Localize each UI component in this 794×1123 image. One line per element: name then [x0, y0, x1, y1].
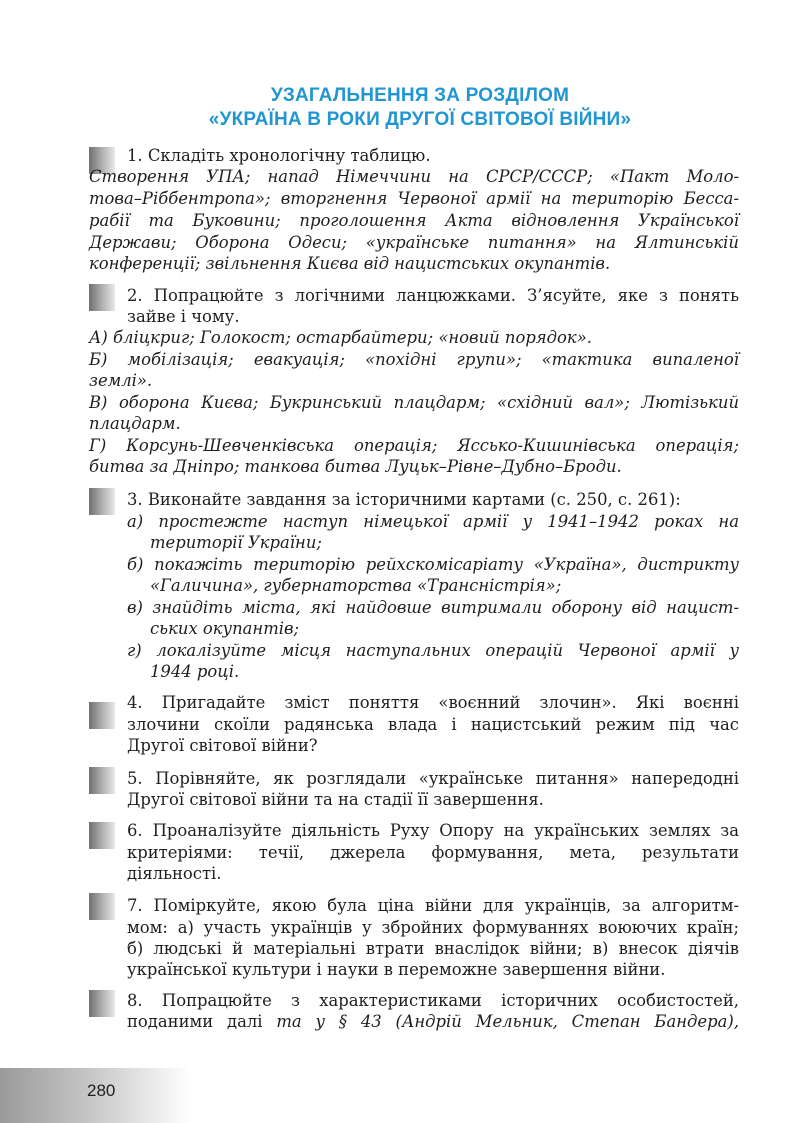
task-7-text-line: б) людські й матеріальні втрати внаслідок війни; в) внесок діячів	[127, 939, 739, 958]
task-8-text-normal: поданими далі	[127, 1012, 277, 1031]
task-3-item-line: б) покажіть територію рейхскомісаріату «Україна», дистрикту	[127, 555, 739, 574]
section-title-line-2: «УКРАЇНА В РОКИ ДРУГОЇ СВІТОВОЇ ВІЙНИ»	[208, 109, 632, 130]
task-marker-icon	[89, 702, 115, 729]
task-4-text-line: злочини скоїли радянська влада і нацистський режим під час	[127, 715, 739, 734]
section-title	[90, 84, 750, 132]
task-5-text-line: 5. Порівняйте, як розглядали «українське питання» напередодні	[127, 769, 739, 788]
task-marker-icon	[89, 822, 115, 849]
task-marker-icon	[89, 284, 115, 311]
task-3-item-line: 1944 році.	[150, 662, 240, 681]
task-marker-icon	[89, 488, 115, 515]
task-1-text-line: това–Ріббентропа»; вторгнення Червоної армії на територію Бесса-	[89, 189, 739, 208]
task-1-text-line: конференції; звільнення Києва від нацистських окупантів.	[89, 254, 611, 273]
task-1-heading: 1. Складіть хронологічну таблицю.	[127, 146, 431, 165]
task-3-item-line: а) простежте наступ німецької армії у 1941–1942 роках на	[127, 512, 739, 531]
task-8-text-line	[127, 1011, 739, 1032]
task-2-chain-line: Г) Корсунь-Шевченківська операція; Яссько-Кишинівська операція;	[89, 436, 739, 455]
task-marker-icon	[89, 893, 115, 920]
task-1-text-line: Держави; Оборона Одеси; «українське питання» на Ялтинській	[89, 233, 739, 252]
task-2-chain-line: Б) мобілізація; евакуація; «похідні групи»; «тактика випаленої	[89, 350, 739, 369]
task-3-item-line: території України;	[150, 533, 322, 552]
task-2-chain-line: землі».	[89, 371, 153, 390]
task-7-text-line: української культури і науки в переможне завершення війни.	[127, 960, 666, 979]
task-7-text-line: 7. Поміркуйте, якою була ціна війни для українців, за алгоритм-	[127, 896, 739, 915]
task-3-item-line: в) знайдіть міста, які найдовше витримали оборону від нацист-	[127, 598, 739, 617]
task-6-text-line: 6. Проаналізуйте діяльність Руху Опору на українських землях за	[127, 821, 739, 840]
task-3-item-line: ських окупантів;	[150, 619, 300, 638]
task-8-text-line: 8. Попрацюйте з характеристиками історичних особистостей,	[127, 991, 739, 1010]
task-2-chain-line: А) бліцкриг; Голокост; остарбайтери; «новий порядок».	[89, 328, 592, 347]
task-5-text-line: Другої світової війни та на стадії її завершення.	[127, 790, 544, 809]
task-marker-icon	[89, 990, 115, 1017]
page-number: 280	[87, 1081, 116, 1100]
task-3-item-line: «Галичина», губернаторства «Трансністрія»;	[150, 576, 562, 595]
task-3-heading: 3. Виконайте завдання за історичними картами (с. 250, с. 261):	[127, 490, 681, 509]
task-8-text-italic: та у § 43 (Андрій Мельник, Степан Бандера),	[276, 1012, 739, 1031]
section-title-line-1: УЗАГАЛЬНЕННЯ ЗА РОЗДІЛОМ	[270, 85, 570, 106]
task-2-chain-line: В) оборона Києва; Букринський плацдарм; «східний вал»; Лютізький	[89, 393, 739, 412]
task-4-text-line: Другої світової війни?	[127, 736, 318, 755]
task-4-text-line: 4. Пригадайте зміст поняття «воєнний злочин». Які воєнні	[127, 693, 739, 712]
task-2-heading: 2. Попрацюйте з логічними ланцюжками. З’ясуйте, яке з понять	[127, 286, 739, 305]
task-3-item-line: г) локалізуйте місця наступальних операцій Червоної армії у	[127, 641, 739, 660]
task-6-text-line: критеріями: течії, джерела формування, мета, результати	[127, 843, 739, 862]
task-1-text-line: Створення УПА; напад Німеччини на СРСР/СССР; «Пакт Моло-	[89, 167, 739, 186]
task-6-text-line: діяльності.	[127, 864, 222, 883]
task-2-chain-line: битва за Дніпро; танкова битва Луцьк–Рівне–Дубно–Броди.	[89, 457, 622, 476]
task-2-heading: зайве і чому.	[127, 307, 240, 326]
task-7-text-line: мом: а) участь українців у збройних формуваннях воюючих країн;	[127, 918, 739, 937]
task-marker-icon	[89, 767, 115, 794]
task-1-text-line: рабії та Буковини; проголошення Акта відновлення Української	[89, 211, 739, 230]
task-2-chain-line: плацдарм.	[89, 414, 181, 433]
